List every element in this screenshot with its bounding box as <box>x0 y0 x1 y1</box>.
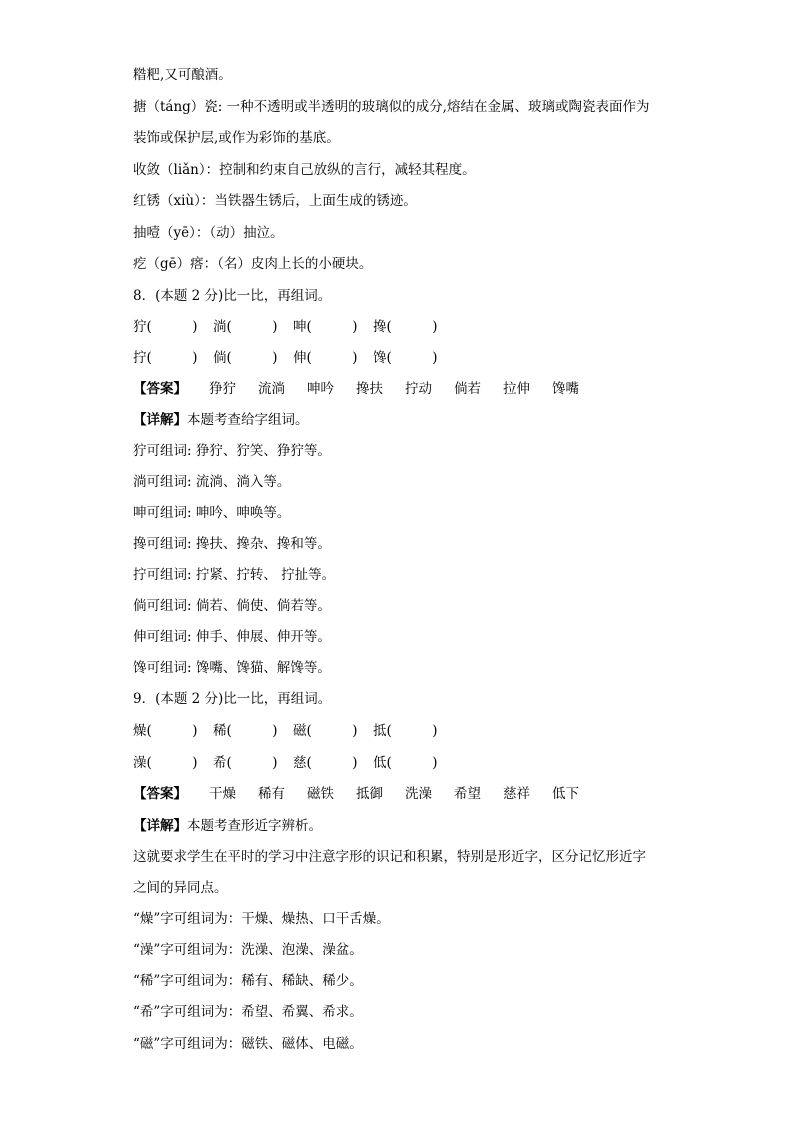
detail-line <box>133 817 322 835</box>
detail-text: 本题考查给字组词。 <box>187 412 309 428</box>
question-row <box>133 754 453 772</box>
answer-word: 馋嘴 <box>552 381 579 397</box>
answer-word: 呻吟 <box>307 381 334 397</box>
detail-item: 淌可组词: 流淌、淌入等。 <box>133 474 291 490</box>
answer-word: 磁铁 <box>307 786 334 802</box>
detail-tag: 【详解】 <box>133 818 187 834</box>
text-line: 装饰或保护层,或作为彩饰的基底。 <box>133 130 340 146</box>
answer-word: 狰狞 <box>209 381 236 397</box>
text-line: 疙（gē）瘩：（名）皮肉上长的小硬块。 <box>133 256 373 272</box>
answer-row <box>133 380 601 398</box>
detail-item: 搀可组词: 搀扶、搀杂、搀和等。 <box>133 536 331 552</box>
detail-tag: 【详解】 <box>133 412 187 428</box>
detail-item: “希”字可组词为：希望、希翼、希求。 <box>133 1004 363 1020</box>
text-line: 红锈（xiù）：当铁器生锈后，上面生成的锈迹。 <box>133 193 417 209</box>
answer-tag: 【答案】 <box>133 381 187 397</box>
text-line: 搪（táng）瓷: 一种不透明或半透明的玻璃似的成分,熔结在金属、玻璃或陶瓷表面作为 <box>133 99 650 115</box>
blank-item: 希( ) <box>213 755 278 771</box>
answer-word: 倘若 <box>454 381 481 397</box>
question-title: 8．(本题 2 分)比一比，再组词。 <box>133 288 332 304</box>
detail-line <box>133 411 309 429</box>
answer-word: 拧动 <box>405 381 432 397</box>
answer-word: 希望 <box>454 786 481 802</box>
answer-word: 拉伸 <box>503 381 530 397</box>
answer-word: 搀扶 <box>356 381 383 397</box>
blank-item: 磁( ) <box>293 723 358 739</box>
blank-item: 倘( ) <box>213 350 278 366</box>
answer-word: 流淌 <box>258 381 285 397</box>
answer-word: 抵御 <box>356 786 383 802</box>
blank-item: 澡( ) <box>133 755 198 771</box>
blank-item: 搀( ) <box>373 319 438 335</box>
detail-item: 拧可组词: 拧紧、拧转、 拧扯等。 <box>133 567 336 583</box>
blank-item: 呻( ) <box>293 319 358 335</box>
blank-item: 低( ) <box>373 755 438 771</box>
blank-item: 慈( ) <box>293 755 358 771</box>
detail-item: 馋可组词: 馋嘴、馋猫、解馋等。 <box>133 660 331 676</box>
answer-word: 洗澡 <box>405 786 432 802</box>
answer-word: 稀有 <box>258 786 285 802</box>
blank-item: 伸( ) <box>293 350 358 366</box>
blank-item: 狞( ) <box>133 319 198 335</box>
blank-item: 稀( ) <box>213 723 278 739</box>
blank-item: 淌( ) <box>213 319 278 335</box>
answer-word: 慈祥 <box>503 786 530 802</box>
question-title: 9．(本题 2 分)比一比，再组词。 <box>133 691 332 707</box>
text-line: 收敛（liǎn）：控制和约束自己放纵的言行，减轻其程度。 <box>133 162 476 178</box>
detail-item: 伸可组词: 伸手、伸展、伸开等。 <box>133 629 331 645</box>
blank-item: 拧( ) <box>133 350 198 366</box>
detail-item: 呻可组词: 呻吟、呻唤等。 <box>133 505 291 521</box>
paragraph-line: 之间的异同点。 <box>133 880 228 896</box>
answer-word: 低下 <box>552 786 579 802</box>
detail-item: “稀”字可组词为：稀有、稀缺、稀少。 <box>133 973 363 989</box>
blank-item: 抵( ) <box>373 723 438 739</box>
detail-text: 本题考查形近字辨析。 <box>187 818 322 834</box>
question-row <box>133 318 453 336</box>
answer-row <box>133 785 601 803</box>
question-row <box>133 349 453 367</box>
text-line: 糌粑,又可酿酒。 <box>133 67 232 83</box>
detail-item: “燥”字可组词为：干燥、燥热、口干舌燥。 <box>133 911 390 927</box>
answer-tag: 【答案】 <box>133 786 187 802</box>
detail-item: 倘可组词: 倘若、倘使、倘若等。 <box>133 598 331 614</box>
question-row <box>133 722 453 740</box>
detail-item: 狞可组词: 狰狞、狞笑、狰狞等。 <box>133 443 331 459</box>
blank-item: 燥( ) <box>133 723 198 739</box>
paragraph-line: 这就要求学生在平时的学习中注意字形的识记和积累，特别是形近字，区分记忆形近字 <box>133 849 646 865</box>
detail-item: “澡”字可组词为：洗澡、泡澡、澡盆。 <box>133 942 363 958</box>
blank-item: 馋( ) <box>373 350 438 366</box>
detail-item: “磁”字可组词为：磁铁、磁体、电磁。 <box>133 1036 363 1052</box>
text-line: 抽噎（yē）：（动）抽泣。 <box>133 225 284 241</box>
answer-word: 干燥 <box>209 786 236 802</box>
